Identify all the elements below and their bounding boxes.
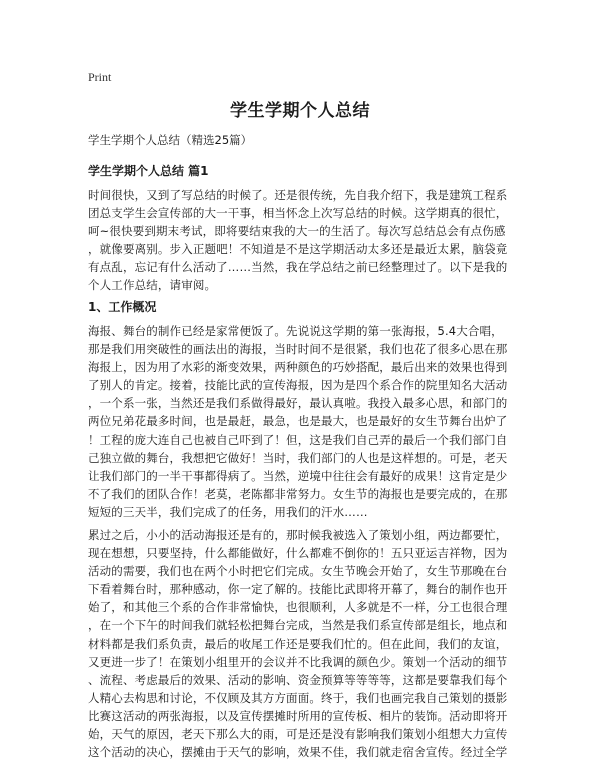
paragraph-line: ，一个系一张，当然还是我们系做得最好，最认真啦。我投入最多心思，和部门的 — [88, 396, 508, 411]
paragraph-line: 活动的需要，我们也在两个小时把它们完成。女生节晚会开始了，女生节那晚在台 — [88, 564, 508, 579]
paragraph-line: ，在一个下午的时间我们就轻松把舞台完成，当然是我们系宣传部是组长，地点和 — [88, 618, 508, 633]
paragraph-line: ，就像要离别。步入正题吧！不知道是不是这学期活动太多还是最近太累，脑袋竟 — [88, 242, 508, 257]
paragraph-line: 海报、舞台的制作已经是家常便饭了。先说说这学期的第一张海报，5.4大合唱， — [88, 324, 503, 338]
paragraph-line: 团总支学生会宣传部的大一干事，相当怀念上次写总结的时候。这学期真的很忙， — [88, 206, 508, 221]
paragraph-line: 呵~很快要到期末考试，即将要结束我的大一的生活了。每次写总结总会有点伤感 — [88, 224, 506, 239]
paragraph-line: 累过之后，小小的活动海报还是有的，那时候我被选入了策划小组，两边都要忙， — [88, 528, 508, 542]
paragraph-line: 这个活动的决心，摆摊由于天气的影响，效果不佳，我们就走宿舍宣传。经过全学 — [88, 745, 508, 760]
paragraph-line: 始了，和其他三个系的合作非常愉快，也很顺利，人多就是不一样，分工也很合理 — [88, 600, 508, 615]
document-title: 学生学期个人总结 — [230, 101, 370, 121]
paragraph-line: 时间很快，又到了写总结的时候了。还是很传统，先自我介绍下，我是建筑工程系 — [88, 188, 508, 202]
paragraph-line: 了别人的肯定。接着，技能比武的宣传海报，因为是四个系合作的院里知名大活动 — [88, 378, 508, 393]
paragraph-line: 个人工作总结，请审阅。 — [88, 278, 217, 293]
paragraph-line: 下看着舞台时，那种感动，你一定了解的。技能比武即将开幕了，舞台的制作也开 — [88, 582, 508, 597]
print-label: Print — [88, 70, 112, 84]
paragraph-line: 又更进一步了！在策划小组里开的会议并不比我调的颜色少。策划一个活动的细节 — [88, 654, 508, 669]
paragraph-line: 材料都是我们系负责，最后的收尾工作还是要我们忙的。但在此间，我们的友谊， — [88, 636, 508, 651]
paragraph-1 — [88, 186, 514, 295]
paragraph-line: 、流程、考虑最后的效果、活动的影响、资金预算等等等等，这都是要靠我们每个 — [88, 672, 508, 687]
paragraph-line: 人精心去构思和讨论，不仅顾及其方方面面。终于，我们也画完我自己策划的摄影 — [88, 690, 508, 705]
paragraph-line: 现在想想，只要坚持，什么都能做好，什么都难不倒你的！五只亚运吉祥物，因为 — [88, 546, 508, 561]
paragraph-line: 让我们部门的一半干事都得病了。当然，逆境中往往会有最好的成果！这肯定是少 — [88, 468, 508, 483]
paragraph-line: 海报上，因为用了水彩的渐变效果，两种颜色的巧妙搭配，最后出来的效果也得到 — [88, 360, 508, 375]
paragraph-3 — [88, 526, 514, 761]
paragraph-line: 短短的三天半，我们完成了的任务，用我们的汗水…… — [88, 504, 368, 519]
paragraph-line: 那是我们用突破性的画法出的海报，当时时间不是很紧，我们也花了很多心思在那 — [88, 342, 508, 357]
section-heading: 学生学期个人总结 篇1 — [88, 164, 209, 178]
section-subheading: 1、工作概况 — [88, 300, 157, 314]
paragraph-line: 己独立做的舞台，我想把它做好！当时，我们部门的人也是这样想的。可是，老天 — [88, 450, 508, 465]
paragraph-line: 有点乱，忘记有什么活动了……当然，我在学总结之前已经整理过了。以下是我的 — [88, 260, 508, 275]
paragraph-line: 不了我们的团队合作！老莫，老陈都非常努力。女生节的海报也是要完成的，在那 — [88, 486, 508, 501]
paragraph-line: 始，天气的原因，老天下那么大的雨，可是还是没有影响我们策划小组想大力宣传 — [88, 727, 508, 742]
document-subtitle: 学生学期个人总结（精选25篇） — [88, 133, 253, 147]
paragraph-2 — [88, 322, 514, 521]
paragraph-line: 比赛这活动的两张海报，以及宣传摆摊时所用的宣传板、相片的装饰。活动即将开 — [88, 708, 508, 723]
paragraph-line: 两位兄弟花最多时间，也是最赶，最急，也是最大，也是最好的女生节舞台出炉了 — [88, 414, 508, 429]
paragraph-line: ！工程的庞大连自己也被自己吓到了！但，这是我们自己弄的最后一个我们部门自 — [88, 432, 508, 447]
